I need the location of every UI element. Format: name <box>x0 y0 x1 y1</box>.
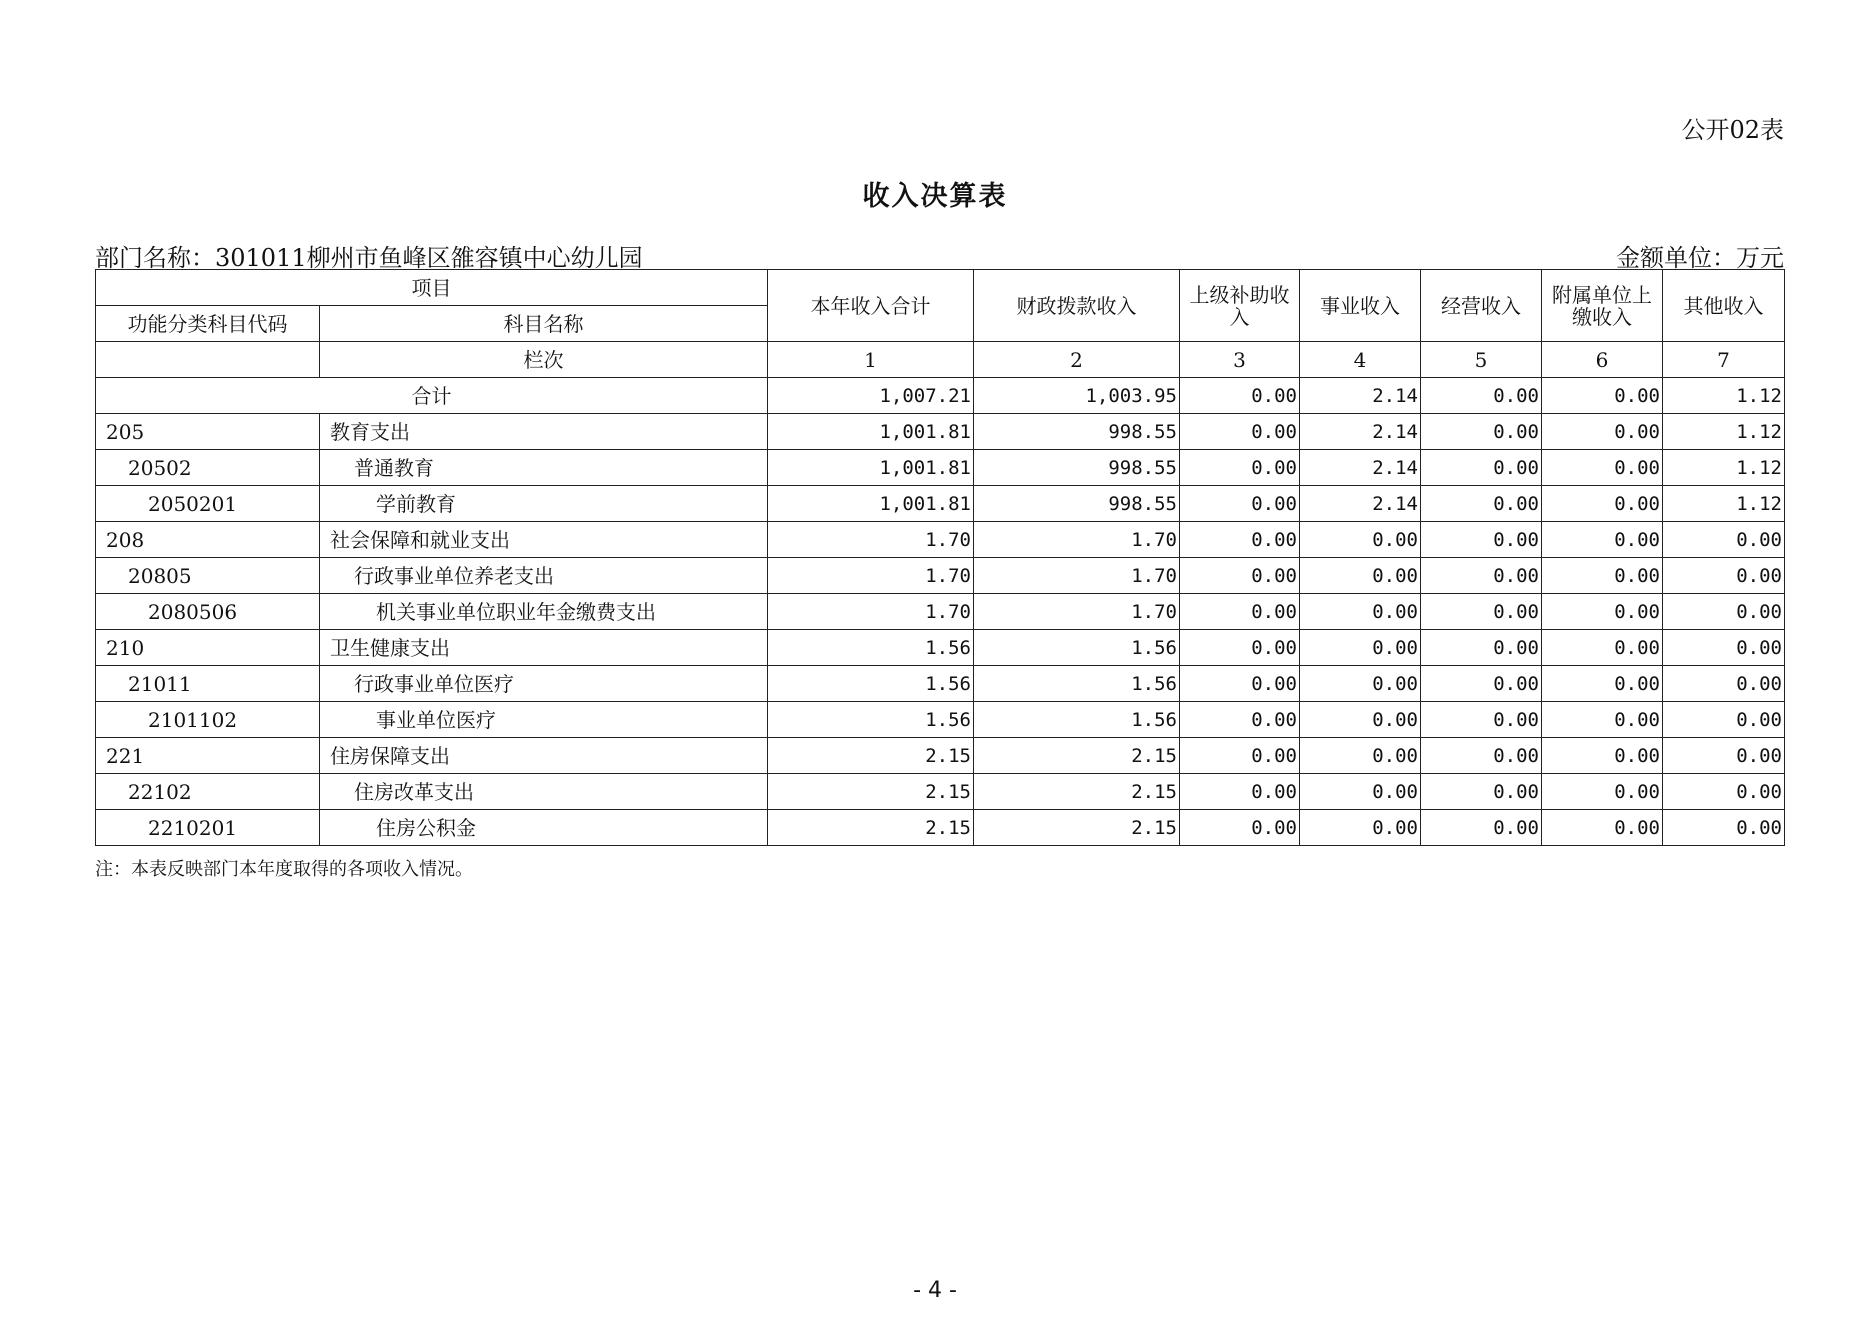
amount-cell: 0.00 <box>1180 630 1300 666</box>
func-code-cell: 221 <box>96 738 320 774</box>
amount-cell: 0.00 <box>1421 630 1542 666</box>
amount-cell: 0.00 <box>1542 450 1663 486</box>
amount-cell: 0.00 <box>1663 630 1785 666</box>
func-code-cell: 22102 <box>96 774 320 810</box>
column-number: 3 <box>1180 342 1300 378</box>
amount-cell: 0.00 <box>1663 810 1785 846</box>
func-code-cell: 2050201 <box>96 486 320 522</box>
amount-cell: 2.15 <box>974 774 1180 810</box>
func-code-cell: 20805 <box>96 558 320 594</box>
header-col-total: 本年收入合计 <box>768 270 974 342</box>
amount-cell: 0.00 <box>1180 522 1300 558</box>
subject-name-cell: 卫生健康支出 <box>320 630 768 666</box>
amount-cell: 0.00 <box>1663 522 1785 558</box>
amount-cell: 0.00 <box>1421 414 1542 450</box>
subject-name-cell: 社会保障和就业支出 <box>320 522 768 558</box>
amount-cell: 1.12 <box>1663 450 1785 486</box>
total-value: 0.00 <box>1180 378 1300 414</box>
header-col-operation: 经营收入 <box>1421 270 1542 342</box>
column-number: 5 <box>1421 342 1542 378</box>
amount-cell: 0.00 <box>1180 558 1300 594</box>
amount-cell: 998.55 <box>974 450 1180 486</box>
amount-cell: 0.00 <box>1542 810 1663 846</box>
subject-name-cell: 机关事业单位职业年金缴费支出 <box>320 594 768 630</box>
amount-cell: 0.00 <box>1421 738 1542 774</box>
amount-cell: 1.12 <box>1663 414 1785 450</box>
table-row <box>96 738 1785 774</box>
amount-cell: 2.15 <box>974 810 1180 846</box>
total-row <box>96 378 1785 414</box>
amount-cell: 2.14 <box>1300 414 1421 450</box>
amount-cell: 1.56 <box>974 702 1180 738</box>
amount-cell: 0.00 <box>1180 738 1300 774</box>
table-row <box>96 774 1785 810</box>
page-title: 收入决算表 <box>862 181 1008 212</box>
amount-cell: 1.70 <box>768 558 974 594</box>
column-number: 1 <box>768 342 974 378</box>
subject-name-cell: 行政事业单位养老支出 <box>320 558 768 594</box>
amount-cell: 0.00 <box>1542 630 1663 666</box>
department-name: 部门名称：301011柳州市鱼峰区雒容镇中心幼儿园 <box>95 244 643 272</box>
subject-name-cell: 教育支出 <box>320 414 768 450</box>
amount-cell: 0.00 <box>1663 594 1785 630</box>
column-number: 2 <box>974 342 1180 378</box>
subject-name-cell: 普通教育 <box>320 450 768 486</box>
amount-cell: 0.00 <box>1421 450 1542 486</box>
header-col-other: 其他收入 <box>1663 270 1785 342</box>
table-row <box>96 630 1785 666</box>
table-row <box>96 666 1785 702</box>
amount-cell: 0.00 <box>1663 666 1785 702</box>
table-row <box>96 450 1785 486</box>
amount-cell: 0.00 <box>1421 594 1542 630</box>
amount-cell: 0.00 <box>1300 630 1421 666</box>
income-table <box>95 269 1785 846</box>
subject-name-cell: 事业单位医疗 <box>320 702 768 738</box>
func-code-cell: 205 <box>96 414 320 450</box>
header-subject-name: 科目名称 <box>320 306 768 342</box>
amount-cell: 1.70 <box>974 594 1180 630</box>
amount-cell: 1.70 <box>974 522 1180 558</box>
total-value: 1,003.95 <box>974 378 1180 414</box>
total-label: 合计 <box>96 378 768 414</box>
amount-cell: 0.00 <box>1421 702 1542 738</box>
amount-cell: 0.00 <box>1180 702 1300 738</box>
column-number: 6 <box>1542 342 1663 378</box>
amount-cell: 0.00 <box>1300 666 1421 702</box>
amount-cell: 0.00 <box>1542 774 1663 810</box>
amount-cell: 0.00 <box>1663 738 1785 774</box>
subject-name-cell: 住房改革支出 <box>320 774 768 810</box>
amount-cell: 0.00 <box>1421 666 1542 702</box>
amount-cell: 0.00 <box>1300 558 1421 594</box>
total-value: 0.00 <box>1542 378 1663 414</box>
table-row <box>96 810 1785 846</box>
amount-cell: 1,001.81 <box>768 486 974 522</box>
table-row <box>96 486 1785 522</box>
amount-cell: 0.00 <box>1300 522 1421 558</box>
column-number: 4 <box>1300 342 1421 378</box>
amount-cell: 0.00 <box>1300 594 1421 630</box>
header-project: 项目 <box>96 270 768 306</box>
func-code-cell: 20502 <box>96 450 320 486</box>
amount-unit: 金额单位：万元 <box>1616 244 1784 272</box>
amount-cell: 0.00 <box>1180 666 1300 702</box>
table-row <box>96 558 1785 594</box>
amount-cell: 1.56 <box>768 702 974 738</box>
amount-cell: 1.70 <box>768 522 974 558</box>
table-row <box>96 414 1785 450</box>
header-col-business: 事业收入 <box>1300 270 1421 342</box>
amount-cell: 0.00 <box>1421 810 1542 846</box>
amount-cell: 0.00 <box>1542 702 1663 738</box>
header-col-affiliated: 附属单位上缴收入 <box>1542 270 1663 342</box>
amount-cell: 0.00 <box>1663 702 1785 738</box>
func-code-cell: 2210201 <box>96 810 320 846</box>
amount-cell: 1.56 <box>768 666 974 702</box>
amount-cell: 1.56 <box>974 666 1180 702</box>
amount-cell: 0.00 <box>1542 594 1663 630</box>
table-note: 注：本表反映部门本年度取得的各项收入情况。 <box>95 859 473 880</box>
amount-cell: 0.00 <box>1300 810 1421 846</box>
amount-cell: 0.00 <box>1180 450 1300 486</box>
header-blank-cell <box>96 342 320 378</box>
func-code-cell: 208 <box>96 522 320 558</box>
amount-cell: 0.00 <box>1421 774 1542 810</box>
total-value: 1,007.21 <box>768 378 974 414</box>
column-number: 7 <box>1663 342 1785 378</box>
total-value: 1.12 <box>1663 378 1785 414</box>
amount-cell: 0.00 <box>1421 522 1542 558</box>
amount-cell: 0.00 <box>1542 738 1663 774</box>
total-value: 0.00 <box>1421 378 1542 414</box>
amount-cell: 1.56 <box>974 630 1180 666</box>
amount-cell: 1.70 <box>768 594 974 630</box>
amount-cell: 0.00 <box>1180 810 1300 846</box>
amount-cell: 1,001.81 <box>768 414 974 450</box>
func-code-cell: 2101102 <box>96 702 320 738</box>
amount-cell: 0.00 <box>1180 594 1300 630</box>
subject-name-cell: 行政事业单位医疗 <box>320 666 768 702</box>
amount-cell: 2.14 <box>1300 450 1421 486</box>
amount-cell: 998.55 <box>974 486 1180 522</box>
amount-cell: 0.00 <box>1300 774 1421 810</box>
amount-cell: 0.00 <box>1663 774 1785 810</box>
func-code-cell: 2080506 <box>96 594 320 630</box>
func-code-cell: 21011 <box>96 666 320 702</box>
table-row <box>96 702 1785 738</box>
table-row <box>96 594 1785 630</box>
amount-cell: 0.00 <box>1300 702 1421 738</box>
form-code: 公开02表 <box>1681 116 1784 144</box>
subject-name-cell: 学前教育 <box>320 486 768 522</box>
amount-cell: 0.00 <box>1542 666 1663 702</box>
header-col-superior-subsidy: 上级补助收入 <box>1180 270 1300 342</box>
amount-cell: 2.15 <box>768 774 974 810</box>
amount-cell: 0.00 <box>1421 486 1542 522</box>
page-number: - 4 - <box>913 1278 957 1303</box>
func-code-cell: 210 <box>96 630 320 666</box>
total-value: 2.14 <box>1300 378 1421 414</box>
amount-cell: 0.00 <box>1300 738 1421 774</box>
header-col-fiscal: 财政拨款收入 <box>974 270 1180 342</box>
amount-cell: 1,001.81 <box>768 450 974 486</box>
amount-cell: 0.00 <box>1542 522 1663 558</box>
amount-cell: 0.00 <box>1180 486 1300 522</box>
amount-cell: 998.55 <box>974 414 1180 450</box>
subject-name-cell: 住房公积金 <box>320 810 768 846</box>
amount-cell: 0.00 <box>1180 414 1300 450</box>
amount-cell: 0.00 <box>1542 558 1663 594</box>
amount-cell: 2.15 <box>768 810 974 846</box>
amount-cell: 0.00 <box>1663 558 1785 594</box>
table-row <box>96 522 1785 558</box>
amount-cell: 1.70 <box>974 558 1180 594</box>
amount-cell: 0.00 <box>1542 486 1663 522</box>
amount-cell: 2.15 <box>974 738 1180 774</box>
amount-cell: 2.14 <box>1300 486 1421 522</box>
amount-cell: 2.15 <box>768 738 974 774</box>
amount-cell: 1.12 <box>1663 486 1785 522</box>
amount-cell: 0.00 <box>1421 558 1542 594</box>
subject-name-cell: 住房保障支出 <box>320 738 768 774</box>
amount-cell: 0.00 <box>1542 414 1663 450</box>
header-row-label: 栏次 <box>320 342 768 378</box>
amount-cell: 0.00 <box>1180 774 1300 810</box>
amount-cell: 1.56 <box>768 630 974 666</box>
header-func-code: 功能分类科目代码 <box>96 306 320 342</box>
